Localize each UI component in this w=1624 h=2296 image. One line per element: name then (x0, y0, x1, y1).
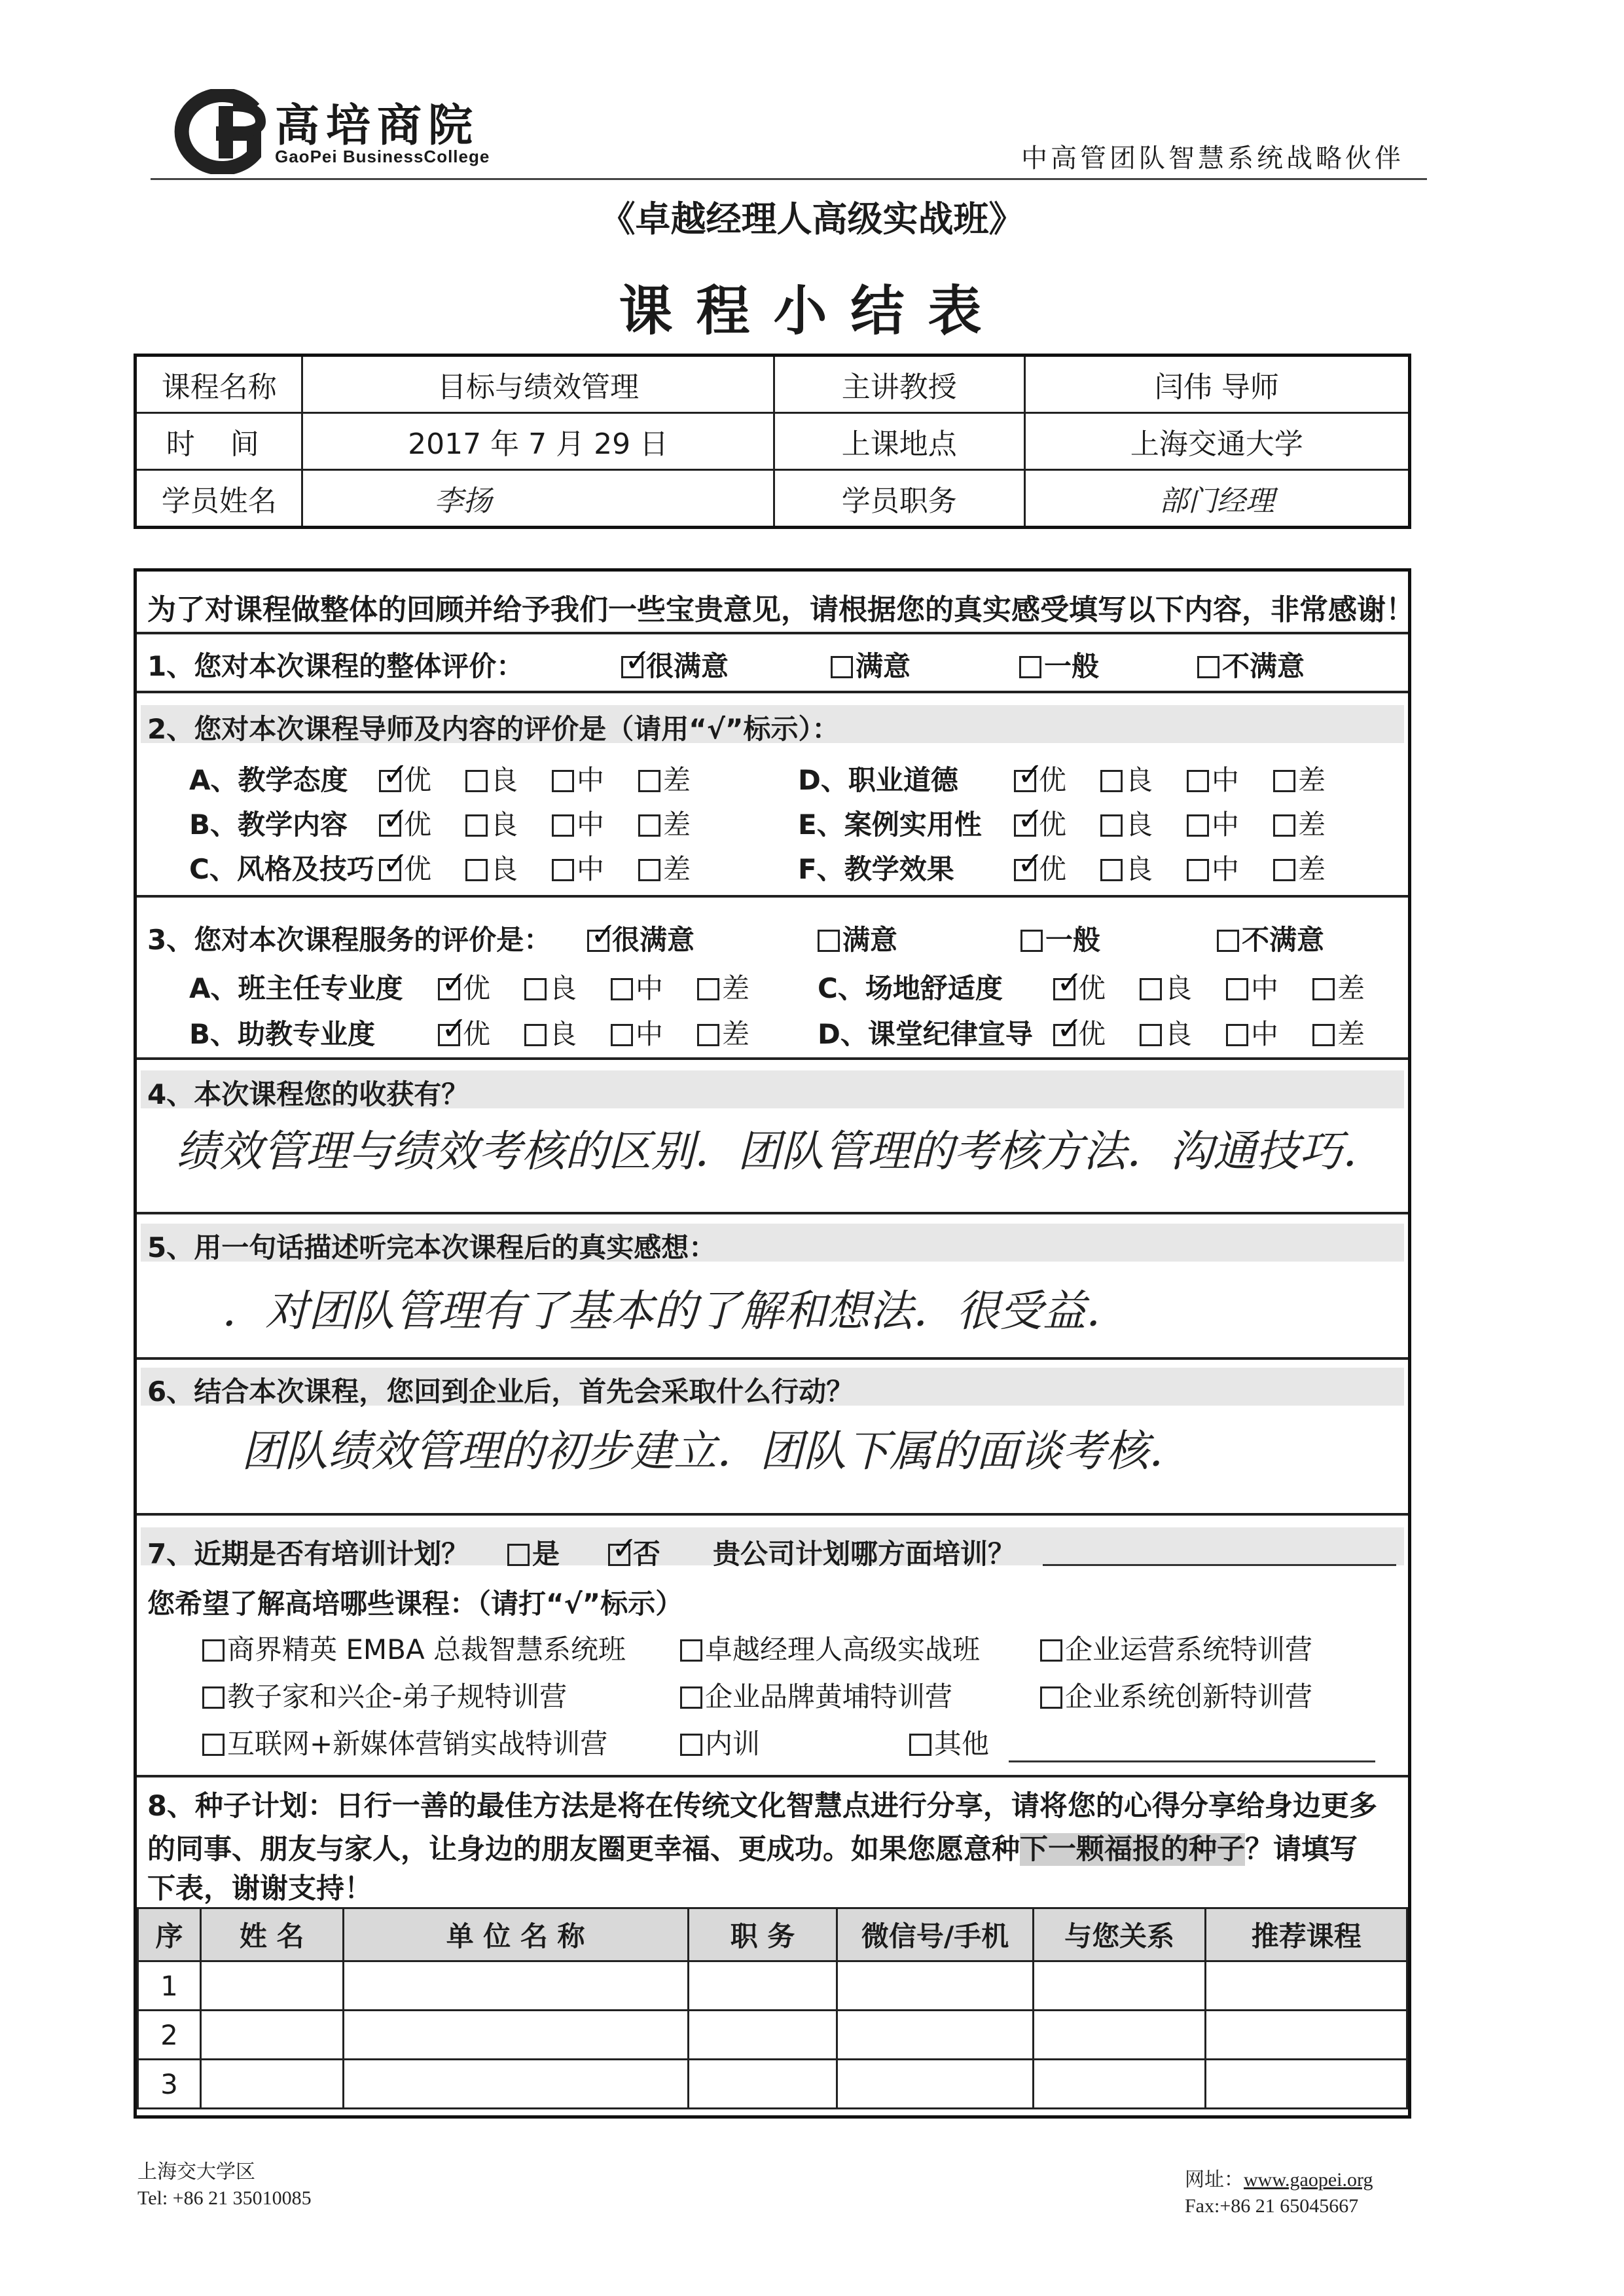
checkbox-checked-icon[interactable] (621, 656, 643, 678)
q3-option-very-satisfied[interactable]: ✓ 很满意 (587, 919, 695, 958)
table-cell[interactable] (1206, 2011, 1407, 2060)
seed-col-company: 单 位 名 称 (343, 1908, 688, 1961)
q7-option-no[interactable]: ✓ 否 (608, 1533, 660, 1572)
footer-web-link[interactable]: www.gaopei.org (1244, 2169, 1373, 2191)
q1-option-unsatisfied[interactable]: 不满意 (1197, 645, 1305, 684)
q3-grade-option[interactable]: 中 (611, 1013, 663, 1052)
q4-handwritten-answer: 绩效管理与绩效考核的区别．团队管理的考核方法．沟通技巧． (176, 1126, 1386, 1176)
q7-course-option[interactable]: 卓越经理人高级实战班 (680, 1628, 980, 1667)
checkbox-icon[interactable] (638, 770, 660, 792)
seed-col-name: 姓 名 (200, 1908, 343, 1961)
q4-text: 4、本次课程您的收获有？ (147, 1078, 469, 1110)
row-index: 1 (138, 1961, 201, 2011)
q3-item-label: D、课堂纪律宣导 (818, 1018, 1033, 1050)
checkbox-icon[interactable] (465, 859, 488, 881)
table-cell[interactable] (688, 2011, 837, 2060)
checkbox-icon[interactable] (202, 1639, 225, 1662)
q2-grade-option[interactable]: ✓ 优 (1014, 803, 1066, 843)
table-cell[interactable] (200, 2011, 343, 2060)
q3-grade-option[interactable]: 差 (1312, 967, 1365, 1006)
q2-grade-option[interactable]: 中 (552, 803, 604, 843)
q2-grade-option[interactable]: 良 (465, 759, 518, 798)
q7-plan-question: 贵公司计划哪方面培训？ (713, 1538, 1016, 1570)
checkbox-icon[interactable] (680, 1734, 702, 1756)
q2-grade-option[interactable]: ✓ 优 (379, 848, 431, 887)
q2-grade-option[interactable]: 良 (465, 848, 518, 887)
row-index: 2 (138, 2011, 201, 2060)
q2-item-label: C、风格及技巧 (189, 853, 374, 885)
q8-line-1: 8、种子计划：日行一善的最佳方法是将在传统文化智慧点进行分享，请将您的心得分享给身边更多 (147, 1790, 1377, 1823)
table-cell[interactable] (1206, 1961, 1407, 2011)
checkbox-icon[interactable] (1273, 814, 1295, 837)
checkbox-icon[interactable] (1312, 1024, 1335, 1046)
q3-item-label: B、助教专业度 (189, 1018, 376, 1050)
student-job-value: 部门经理 (1024, 470, 1409, 528)
checkbox-icon[interactable] (524, 1024, 547, 1046)
seed-col-position: 职 务 (688, 1908, 837, 1961)
checkbox-icon[interactable] (1019, 656, 1041, 678)
checkbox-icon[interactable] (1040, 1686, 1062, 1709)
place-value: 上海交通大学 (1024, 413, 1409, 470)
checkbox-icon[interactable] (1187, 814, 1209, 837)
footer-right (1185, 2167, 1373, 2219)
q2-grade-option[interactable]: 差 (1273, 848, 1326, 887)
q7-course-option[interactable]: 商界精英 EMBA 总裁智慧系统班 (202, 1628, 626, 1667)
q1-option-average[interactable]: 一般 (1019, 645, 1099, 684)
checkbox-icon[interactable] (638, 859, 660, 881)
checkbox-icon[interactable] (1040, 1639, 1062, 1662)
seed-table-header (138, 1908, 1407, 1961)
checkbox-icon[interactable] (1197, 656, 1219, 678)
gaopei-logo-icon (156, 89, 267, 174)
q7-course-option[interactable]: 互联网+新媒体营销实战特训营 (202, 1722, 607, 1762)
place-label: 上课地点 (774, 413, 1024, 470)
q2-grade-option[interactable]: 中 (1187, 759, 1239, 798)
checkbox-icon[interactable] (1217, 930, 1239, 952)
q1-text: 1、您对本次课程的整体评价： (147, 650, 524, 682)
checkbox-checked-icon[interactable] (587, 930, 609, 952)
q3-grade-option[interactable]: 良 (524, 967, 577, 1006)
course-subtitle: 《卓越经理人高级实战班》 (600, 198, 1024, 240)
course-info-table (134, 354, 1411, 529)
checkbox-icon[interactable] (1273, 859, 1295, 881)
student-name-value: 李扬 (302, 470, 774, 528)
checkbox-icon[interactable] (611, 978, 633, 1000)
checkbox-icon[interactable] (552, 814, 574, 837)
checkbox-icon[interactable] (1312, 978, 1335, 1000)
checkbox-checked-icon[interactable] (379, 859, 401, 881)
q6-text: 6、结合本次课程，您回到企业后，首先会采取什么行动？ (147, 1376, 854, 1408)
q3-grade-option[interactable]: 差 (1312, 1013, 1365, 1052)
table-cell[interactable] (343, 1961, 688, 2011)
q2-grade-option[interactable]: 差 (1273, 759, 1326, 798)
checkbox-icon[interactable] (507, 1544, 530, 1566)
student-job-label: 学员职务 (774, 470, 1024, 528)
footer-campus: 上海交大学区 (137, 2161, 255, 2183)
q2-grade-option[interactable]: ✓ 优 (379, 759, 431, 798)
row-index: 3 (138, 2060, 201, 2109)
q3-grade-option[interactable]: ✓ 优 (438, 967, 490, 1006)
checkbox-icon[interactable] (552, 859, 574, 881)
q2-grade-option[interactable]: 中 (552, 848, 604, 887)
course-name-value: 目标与绩效管理 (302, 355, 774, 413)
q2-text: 2、您对本次课程导师及内容的评价是（请用“√”标示）： (147, 713, 840, 745)
survey-form (134, 568, 1415, 2119)
q2-grade-option[interactable]: ✓ 优 (379, 803, 431, 843)
checkbox-icon[interactable] (202, 1686, 225, 1709)
footer-fax: Fax:+86 21 65045667 (1185, 2195, 1359, 2217)
checkbox-checked-icon[interactable] (438, 1024, 460, 1046)
q3-grade-option[interactable]: ✓ 优 (438, 1013, 490, 1052)
student-name-label: 学员姓名 (135, 470, 302, 528)
logo-english-name: GaoPei BusinessCollege (275, 147, 490, 166)
checkbox-icon[interactable] (818, 930, 840, 952)
checkbox-icon[interactable] (552, 770, 574, 792)
q2-grade-option[interactable]: 良 (465, 803, 518, 843)
seed-col-relationship: 与您关系 (1033, 1908, 1206, 1961)
q2-grade-option[interactable]: 良 (1100, 803, 1153, 843)
table-cell[interactable] (1033, 2011, 1206, 2060)
q5-text: 5、用一句话描述听完本次课程后的真实感想： (147, 1231, 717, 1264)
q7-text: 7、近期是否有培训计划？ (147, 1538, 469, 1570)
table-row (138, 2011, 1407, 2060)
q2-item-label: F、教学效果 (798, 853, 954, 885)
teacher-label: 主讲教授 (774, 355, 1024, 413)
table-cell[interactable] (1206, 2060, 1407, 2109)
q2-grade-option[interactable]: ✓ 优 (1014, 759, 1066, 798)
q2-grade-option[interactable]: 差 (638, 803, 691, 843)
logo-chinese-name: 高培商院 (275, 100, 480, 152)
checkbox-icon[interactable] (1100, 770, 1123, 792)
q3-grade-option[interactable]: 差 (697, 1013, 749, 1052)
table-cell[interactable] (343, 2011, 688, 2060)
q3-grade-option[interactable]: 差 (697, 967, 749, 1006)
table-cell[interactable] (200, 2060, 343, 2109)
checkbox-icon[interactable] (202, 1734, 225, 1756)
checkbox-icon[interactable] (1226, 978, 1248, 1000)
checkbox-icon[interactable] (1187, 859, 1209, 881)
footer-tel: Tel: +86 21 35010085 (137, 2187, 312, 2209)
q7-course-option[interactable]: 内训 (680, 1722, 760, 1762)
q3-text: 3、您对本次课程服务的评价是： (147, 924, 552, 956)
q8-highlight: 下一颗福报的种子 (1020, 1833, 1245, 1866)
teacher-value: 闫伟 导师 (1024, 355, 1409, 413)
checkbox-checked-icon[interactable] (1014, 770, 1036, 792)
table-cell[interactable] (200, 1961, 343, 2011)
q7-course-option[interactable]: 企业运营系统特训营 (1040, 1628, 1312, 1667)
q1-option-very-satisfied[interactable]: ✓ 很满意 (621, 645, 729, 684)
table-cell[interactable] (343, 2060, 688, 2109)
checkbox-icon[interactable] (638, 814, 660, 837)
footer-web-row (1185, 2167, 1373, 2193)
seed-col-course: 推荐课程 (1206, 1908, 1407, 1961)
q7-plan-answer-line[interactable] (1043, 1564, 1396, 1566)
q5-handwritten-answer: ．对团队管理有了基本的了解和想法．很受益． (222, 1286, 1129, 1336)
q3-grade-option[interactable]: 良 (1140, 1013, 1192, 1052)
q3-item-label: A、班主任专业度 (189, 972, 403, 1004)
checkbox-icon[interactable] (524, 978, 547, 1000)
checkbox-icon[interactable] (1140, 1024, 1162, 1046)
q3-grade-option[interactable]: ✓ 优 (1053, 1013, 1106, 1052)
checkbox-icon[interactable] (697, 978, 719, 1000)
checkbox-checked-icon[interactable] (1053, 1024, 1075, 1046)
checkbox-checked-icon[interactable] (438, 978, 460, 1000)
page-title: 课程小结表 (619, 280, 1005, 342)
table-cell[interactable] (1033, 2060, 1206, 2109)
q2-grade-option[interactable]: 中 (1187, 848, 1239, 887)
checkbox-checked-icon[interactable] (379, 814, 401, 837)
q3-grade-option[interactable]: 中 (1226, 967, 1278, 1006)
checkbox-icon[interactable] (1187, 770, 1209, 792)
checkbox-checked-icon[interactable] (379, 770, 401, 792)
checkbox-checked-icon[interactable] (1053, 978, 1075, 1000)
q2-item-label: E、案例实用性 (798, 809, 982, 841)
header-divider (151, 178, 1427, 180)
checkbox-icon[interactable] (831, 656, 853, 678)
checkbox-icon[interactable] (465, 814, 488, 837)
q3-grade-option[interactable]: 中 (611, 967, 663, 1006)
q2-grade-option[interactable]: ✓ 优 (1014, 848, 1066, 887)
checkbox-icon[interactable] (1020, 930, 1043, 952)
course-name-label: 课程名称 (135, 355, 302, 413)
table-row (138, 1961, 1407, 2011)
table-row (138, 2060, 1407, 2109)
q3-grade-option[interactable]: 良 (1140, 967, 1192, 1006)
seed-referral-table (137, 1907, 1408, 2109)
q2-item-label: B、教学内容 (189, 809, 348, 841)
q3-option-unsatisfied[interactable]: 不满意 (1217, 919, 1324, 958)
q3-grade-option[interactable]: 良 (524, 1013, 577, 1052)
q7-option-yes[interactable]: 是 (507, 1533, 560, 1572)
table-cell[interactable] (688, 1961, 837, 2011)
q6-handwritten-answer: 团队绩效管理的初步建立．团队下属的面谈考核． (242, 1426, 1192, 1476)
q3-option-average[interactable]: 一般 (1020, 919, 1100, 958)
checkbox-icon[interactable] (680, 1639, 702, 1662)
checkbox-icon[interactable] (611, 1024, 633, 1046)
q2-grade-option[interactable]: 良 (1100, 759, 1153, 798)
table-cell[interactable] (1033, 1961, 1206, 2011)
q3-item-label: C、场地舒适度 (818, 972, 1003, 1004)
checkbox-icon[interactable] (1226, 1024, 1248, 1046)
q7-courses-question: 您希望了解高培哪些课程：（请打“√”标示） (147, 1588, 683, 1620)
q2-item-label: A、教学态度 (189, 764, 348, 796)
table-cell[interactable] (837, 1961, 1034, 2011)
seed-col-index: 序 (138, 1908, 201, 1961)
checkbox-icon[interactable] (697, 1024, 719, 1046)
checkbox-icon[interactable] (1140, 978, 1162, 1000)
checkbox-icon[interactable] (909, 1734, 931, 1756)
q2-grade-option[interactable]: 中 (552, 759, 604, 798)
table-cell[interactable] (837, 2011, 1034, 2060)
survey-intro: 为了对课程做整体的回顾并给予我们一些宝贵意见，请根据您的真实感受填写以下内容，非常感谢！ (147, 593, 1415, 627)
q8-line-3: 下表，谢谢支持！ (147, 1872, 372, 1905)
q2-grade-option[interactable]: 良 (1100, 848, 1153, 887)
checkbox-icon[interactable] (1100, 814, 1123, 837)
footer-left (137, 2159, 312, 2212)
checkbox-checked-icon[interactable] (608, 1544, 630, 1566)
q2-grade-option[interactable]: 差 (1273, 803, 1326, 843)
seed-col-wechat: 微信号/手机 (837, 1908, 1034, 1961)
q7-course-option[interactable]: 其他 (909, 1722, 989, 1762)
q8-line-2: 的同事、朋友与家人，让身边的朋友圈更幸福、更成功。如果您愿意种下一颗福报的种子？请填写 (147, 1833, 1358, 1866)
checkbox-icon[interactable] (680, 1686, 702, 1709)
time-label: 时 间 (135, 413, 302, 470)
q7-course-option[interactable]: 企业系统创新特训营 (1040, 1675, 1312, 1715)
q7-course-option[interactable]: 教子家和兴企-弟子规特训营 (202, 1675, 567, 1715)
table-cell[interactable] (688, 2060, 837, 2109)
checkbox-icon[interactable] (465, 770, 488, 792)
q2-item-label: D、职业道德 (798, 764, 958, 796)
checkbox-icon[interactable] (1100, 859, 1123, 881)
checkbox-icon[interactable] (1273, 770, 1295, 792)
footer-web-label: 网址： (1185, 2169, 1244, 2191)
q3-grade-option[interactable]: 中 (1226, 1013, 1278, 1052)
q3-option-satisfied[interactable]: 满意 (818, 919, 897, 958)
checkbox-checked-icon[interactable] (1014, 859, 1036, 881)
header-slogan: 中高管团队智慧系统战略伙伴 (1021, 143, 1404, 173)
time-value: 2017 年 7 月 29 日 (302, 413, 774, 470)
table-cell[interactable] (837, 2060, 1034, 2109)
q7-course-option[interactable]: 企业品牌黄埔特训营 (680, 1675, 952, 1715)
q2-grade-option[interactable]: 差 (638, 848, 691, 887)
q3-grade-option[interactable]: ✓ 优 (1053, 967, 1106, 1006)
q7-other-answer-line[interactable] (1009, 1760, 1375, 1762)
q1-option-satisfied[interactable]: 满意 (831, 645, 911, 684)
q2-grade-option[interactable]: 差 (638, 759, 691, 798)
q2-grade-option[interactable]: 中 (1187, 803, 1239, 843)
checkbox-checked-icon[interactable] (1014, 814, 1036, 837)
